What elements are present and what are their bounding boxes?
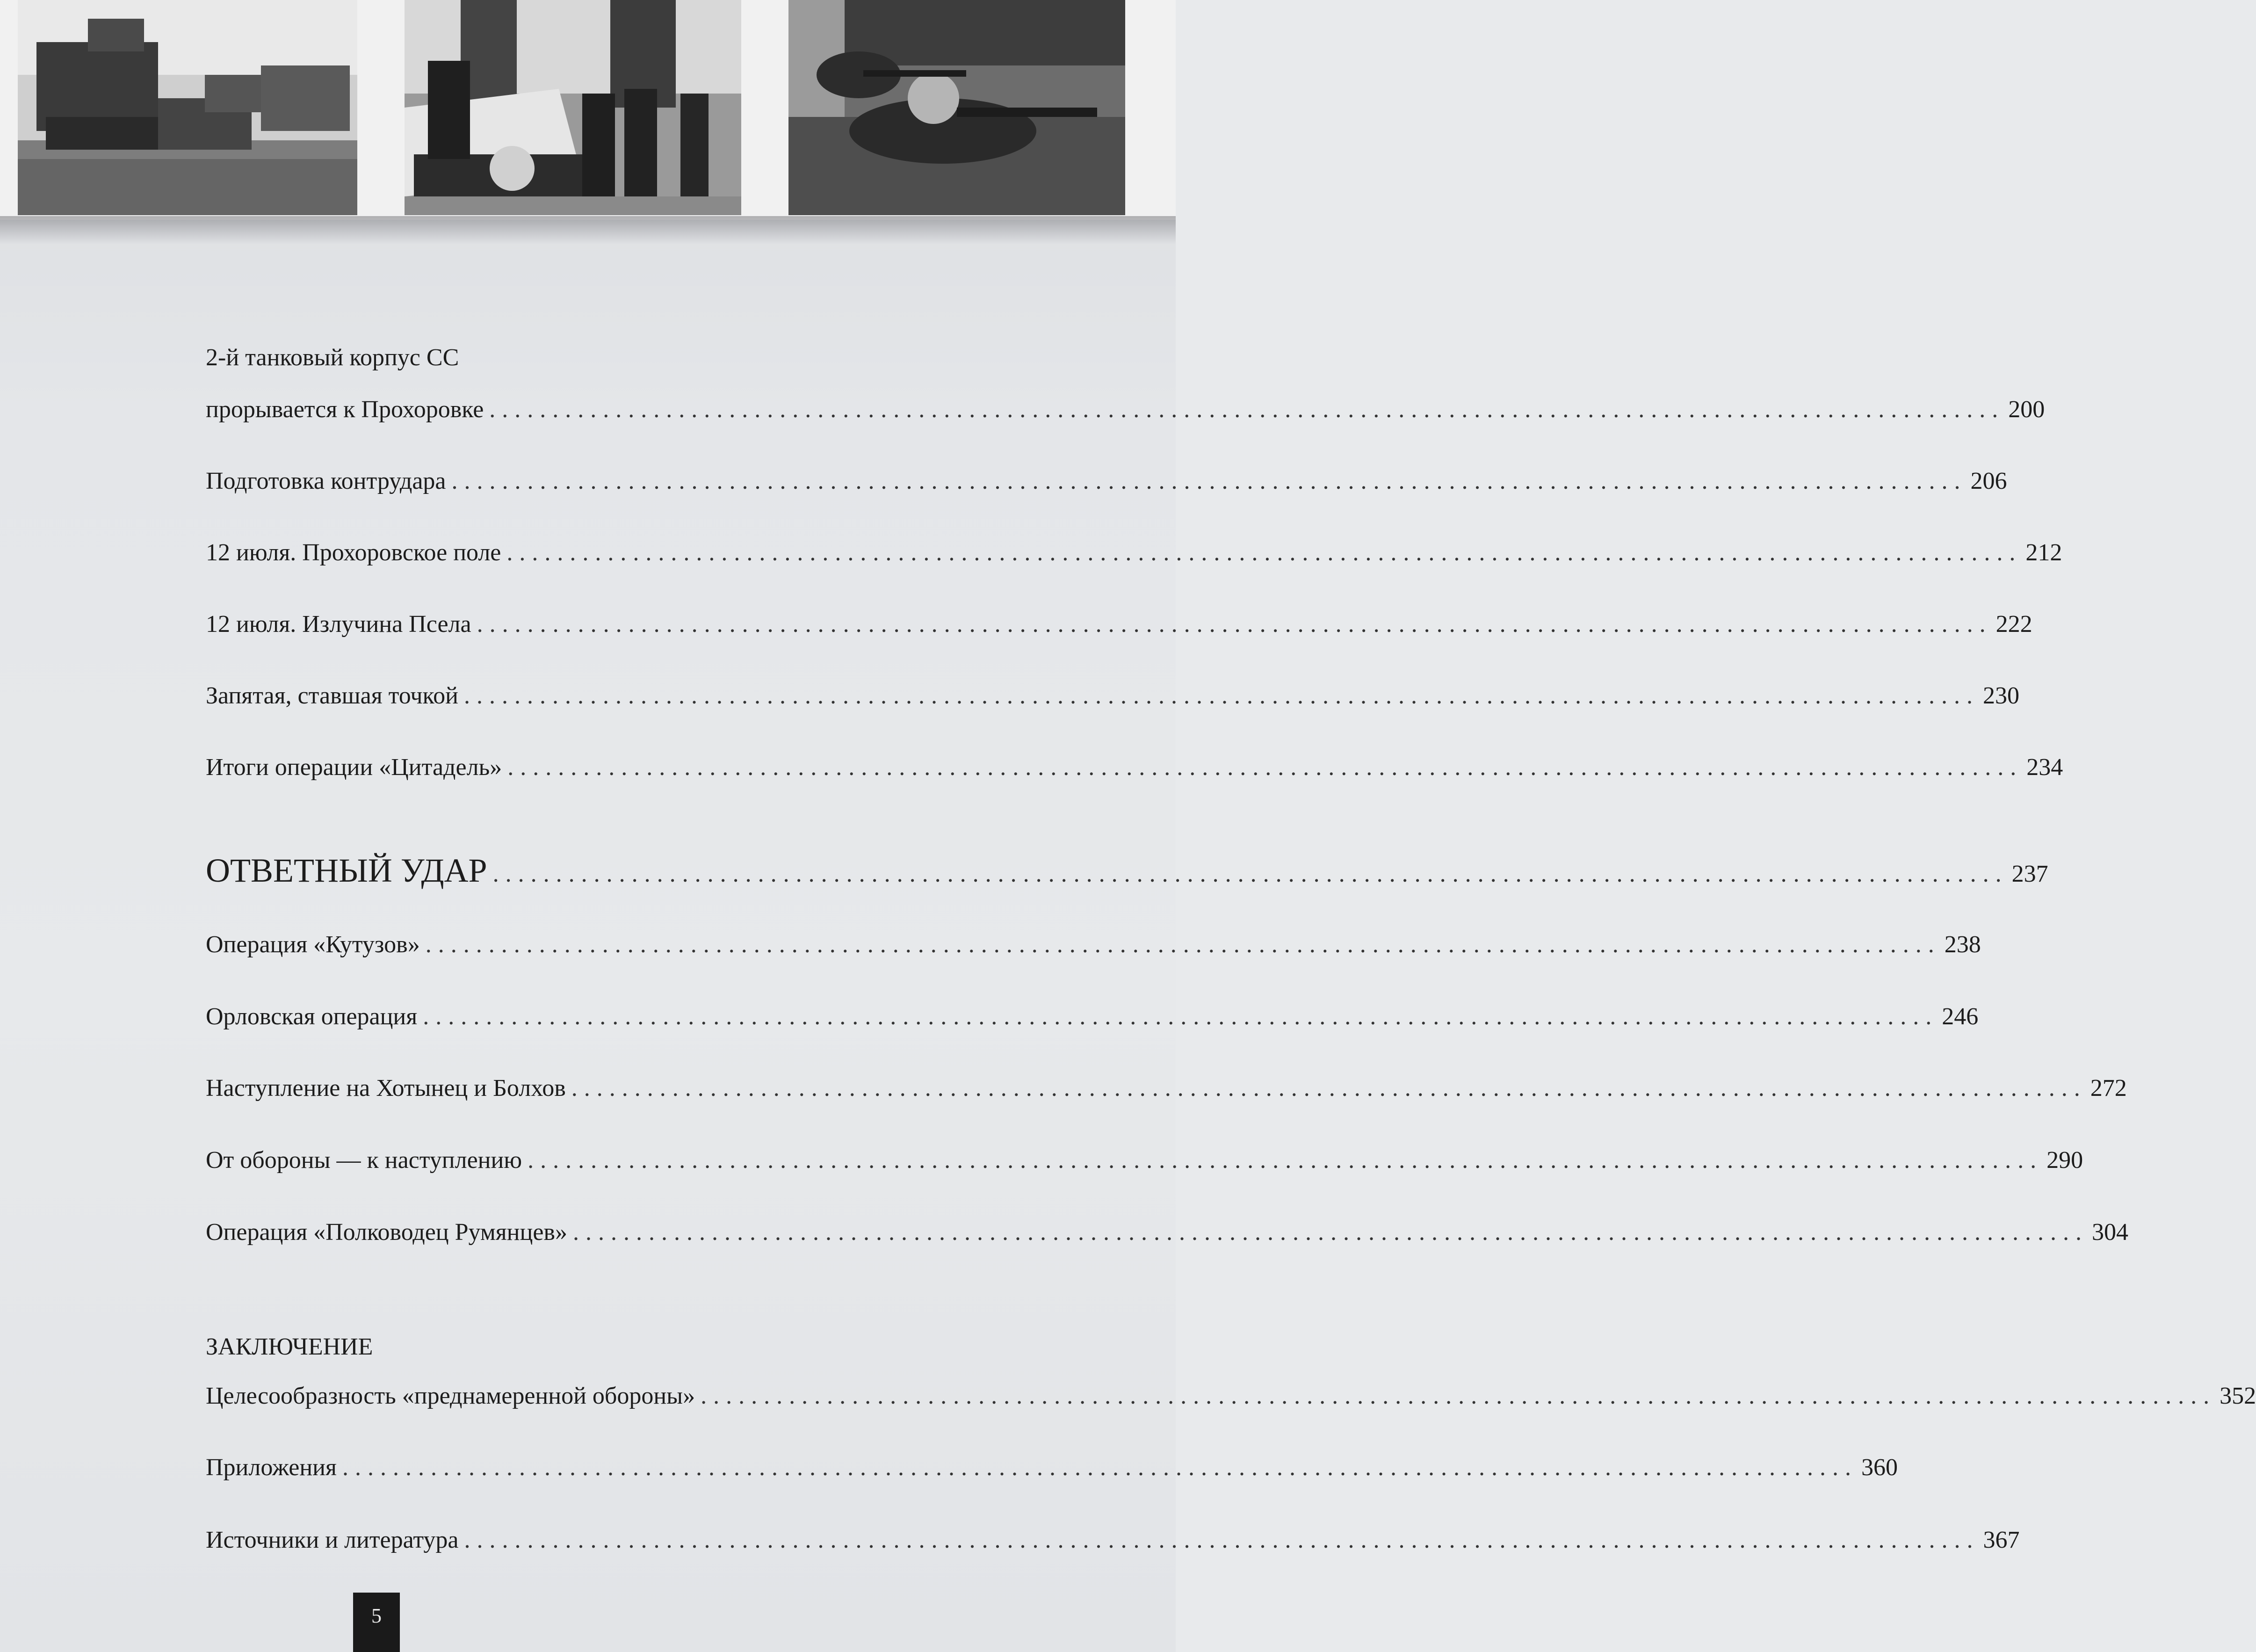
dot-leader: ........................................................................................................................ [571, 1075, 2087, 1101]
page-number-badge: 5 [353, 1593, 400, 1652]
toc-entry-title: 12 июля. Излучина Псела [206, 611, 471, 638]
dot-leader: ........................................................................................................................ [425, 931, 1941, 958]
soldiers-in-grass-photo [788, 0, 1125, 215]
dot-leader: ........................................................................................................................ [489, 396, 2005, 423]
toc-entry-page: 367 [1983, 1527, 2020, 1553]
toc-entry[interactable] [206, 1454, 1898, 1481]
toc-entry-page: 222 [1996, 611, 2032, 638]
toc-entry-page: 234 [2026, 754, 2063, 781]
toc-entry[interactable] [206, 682, 2019, 710]
dot-leader: ........................................................................................................................ [528, 1147, 2043, 1174]
dot-leader: ........................................................................................................................ [463, 682, 1979, 709]
toc-entry-title: прорывается к Прохоровке [206, 396, 484, 423]
toc-entry-title: 12 июля. Прохоровское поле [206, 539, 501, 566]
toc-entry[interactable] [206, 539, 2062, 566]
toc-entry[interactable] [206, 1382, 2256, 1410]
toc-entry[interactable] [206, 754, 2063, 781]
toc-entry[interactable] [206, 1218, 2128, 1246]
strip-shadow [0, 216, 1176, 244]
toc-entry-title: Орловская операция [206, 1003, 418, 1030]
toc-entry[interactable] [206, 610, 2032, 638]
toc-entry-page: 272 [2090, 1075, 2127, 1101]
dot-leader: ........................................................................................................................ [572, 1219, 2088, 1246]
soldiers-halftrack-photo [405, 0, 741, 215]
conclusion-heading: ЗАКЛЮЧЕНИЕ [206, 1333, 373, 1360]
toc-entry-page: 200 [2008, 396, 2045, 423]
toc-entry[interactable] [206, 1003, 1979, 1030]
toc-entry-title: Операция «Полководец Румянцев» [206, 1219, 567, 1246]
toc-entry-title: Наступление на Хотынец и Болхов [206, 1075, 566, 1101]
toc-section-heading[interactable] [206, 851, 2048, 890]
toc-entry-title: Источники и литература [206, 1527, 459, 1553]
toc-entry-page: 230 [1982, 682, 2019, 709]
photo-strip [0, 0, 1176, 220]
dot-leader: ........................................................................................................................ [464, 1527, 1980, 1553]
toc-entry-title: Приложения [206, 1454, 337, 1481]
toc-entry-page: 212 [2025, 539, 2062, 566]
toc-entry-page: 290 [2046, 1147, 2083, 1174]
toc-entry-page: 360 [1861, 1454, 1898, 1481]
toc-entry[interactable] [206, 1526, 2020, 1554]
toc-entry[interactable] [206, 931, 1981, 958]
dot-leader: ........................................................................................................................ [492, 861, 2008, 887]
toc-entry-title: Операция «Кутузов» [206, 931, 420, 958]
dot-leader: ........................................................................................................................ [701, 1383, 2216, 1409]
dot-leader: ........................................................................................................................ [451, 468, 1967, 494]
tanks-photo [18, 0, 357, 215]
toc-entry-line: 2-й танковый корпус СС [206, 344, 459, 371]
toc-entry[interactable] [206, 1146, 2083, 1174]
toc-entry-page: 206 [1970, 468, 2007, 494]
toc-entry-title: Итоги операции «Цитадель» [206, 754, 502, 781]
section-page: 237 [2011, 861, 2048, 887]
toc-entry-page: 352 [2220, 1383, 2256, 1409]
toc-entry-title: Запятая, ставшая точкой [206, 682, 458, 709]
toc-entry-title: Целесообразность «преднамеренной обороны» [206, 1383, 695, 1409]
toc-entry-title: Подготовка контрудара [206, 468, 446, 494]
toc-entry[interactable] [206, 396, 2045, 423]
toc-entry-page: 304 [2091, 1219, 2128, 1246]
dot-leader: ........................................................................................................................ [423, 1003, 1938, 1030]
toc-entry-page: 246 [1942, 1003, 1979, 1030]
dot-leader: ........................................................................................................................ [477, 611, 1992, 638]
toc-entry-title: От обороны — к наступлению [206, 1147, 522, 1174]
toc-entry[interactable] [206, 1074, 2127, 1102]
section-title: ОТВЕТНЫЙ УДАР [206, 852, 487, 889]
dot-leader: ........................................................................................................................ [507, 754, 2023, 781]
dot-leader: ........................................................................................................................ [342, 1454, 1858, 1481]
dot-leader: ........................................................................................................................ [506, 539, 2022, 566]
toc-entry[interactable] [206, 467, 2007, 495]
toc-entry-page: 238 [1944, 931, 1981, 958]
